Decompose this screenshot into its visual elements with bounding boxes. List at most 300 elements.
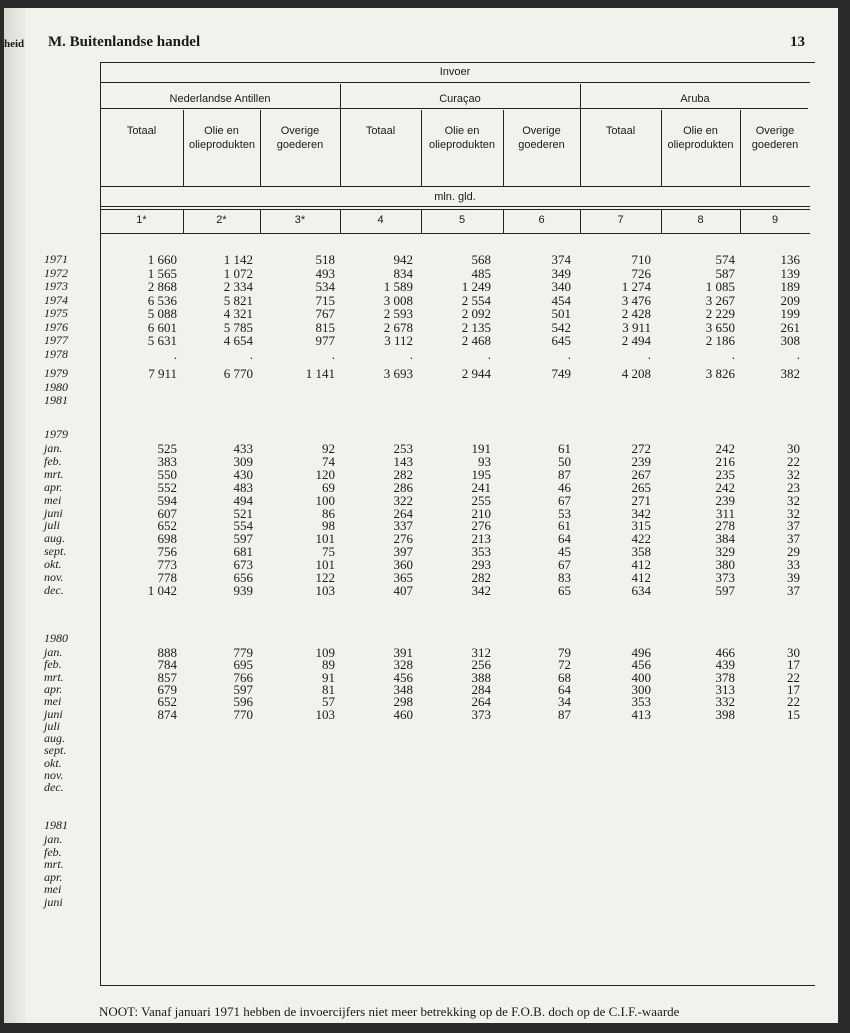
table-cell: 652 [157,518,177,534]
table-cell: 300 [631,681,651,697]
table-cell: 373 [715,570,735,585]
footnote: NOOT: Vanaf januari 1971 hebben de invoercijfers niet meer betrekking op de F.O.B. doch op de C.I.F.-waarde [99,1004,680,1019]
row-label: mrt. [44,669,64,684]
table-cell: 634 [631,582,651,598]
table-cell: 271 [631,492,651,508]
row-label: jan. [44,441,63,455]
table-cell: 391 [393,645,413,660]
table-cell: . [409,346,413,362]
row-label: okt. [44,557,62,572]
table-cell: 313 [715,681,735,697]
table-cell: 353 [471,544,491,560]
table-cell: 1 274 [621,279,651,294]
table-cell: 65 [558,582,571,598]
row-label: juli [44,518,61,533]
column-divider [421,110,422,186]
table-cell: 191 [471,441,491,456]
colnum-rule-bottom [100,233,810,234]
table-cell: 6 770 [223,366,253,381]
row-label: 1972 [44,265,68,280]
table-cell: 4 208 [621,366,651,381]
row-label: dec. [44,780,64,795]
table-cell: 749 [551,366,571,381]
row-label: sept. [44,743,67,758]
table-cell: 93 [478,453,491,469]
row-label: 1973 [44,279,68,293]
table-cell: 75 [322,544,335,560]
table-cell: 239 [631,453,651,469]
table-cell: 253 [393,441,413,456]
table-cell: 311 [715,505,735,521]
column-divider [260,110,261,186]
table-cell: 521 [233,505,253,521]
column-number: 1* [136,214,147,226]
row-label: aug. [44,731,65,746]
book-spine [4,8,26,1023]
table-cell: 210 [471,505,491,521]
table-cell: 22 [787,694,800,710]
table-cell: 353 [631,694,651,710]
column-header: Totaal [126,125,157,137]
table-cell: 1 072 [223,265,253,281]
table-cell: 37 [787,531,800,547]
table-cell: 1 565 [147,265,177,281]
table-cell: 726 [631,265,651,281]
table-cell: 773 [157,557,177,573]
table-cell: 715 [315,292,335,308]
row-label: juni [44,895,63,909]
column-header: Overige goederen [518,125,565,151]
row-label: feb. [44,844,62,859]
row-label: 1975 [44,306,68,320]
table-cell: 242 [715,441,735,456]
column-header: Olie en olieprodukten [189,125,256,151]
page-number: 13 [790,34,805,50]
column-divider [580,110,581,186]
table-cell: 329 [715,544,735,560]
table-cell: 256 [471,657,491,673]
table-cell: 3 476 [621,292,651,308]
colnum-divider [740,209,741,233]
table-cell: . [731,346,735,362]
table-cell: 239 [715,492,735,508]
table-cell: 466 [715,645,735,660]
table-cell: 64 [558,531,571,547]
row-label: apr. [44,681,63,696]
table-cell: 3 267 [705,292,735,308]
table-cell: . [567,346,571,362]
row-label: 1971 [44,252,68,266]
table-cell: 1 141 [305,366,335,381]
table-cell: 46 [558,479,571,495]
table-cell: 2 468 [461,333,491,348]
table-cell: 942 [393,252,413,267]
table-cell: 430 [233,466,253,482]
table-cell: 264 [393,505,413,521]
row-label: feb. [44,453,62,468]
table-cell: 365 [393,570,413,585]
colnum-divider [421,209,422,233]
row-label: 1978 [44,346,68,361]
table-cell: 652 [157,694,177,710]
table-cell: 264 [471,694,491,710]
table-cell: 6 536 [147,292,177,308]
table-cell: 422 [631,531,651,547]
table-cell: 1 249 [461,279,491,294]
table-cell: 542 [551,319,571,335]
table-cell: 485 [471,265,491,281]
table-cell: 189 [780,279,800,294]
colnum-divider [503,209,504,233]
table-cell: 383 [157,453,177,469]
table-cell: 494 [233,492,253,508]
table-cell: 195 [471,466,491,482]
row-label: 1974 [44,292,68,307]
row-label: feb. [44,657,62,672]
table-cell: 139 [780,265,800,281]
column-number: 2* [216,214,227,226]
row-label: 1980 [44,379,68,394]
table-cell: 1 142 [223,252,253,267]
table-cell: 67 [558,492,571,508]
section-title: M. Buitenlandse handel [48,34,201,50]
table-cell: 30 [787,645,800,660]
table-cell: 267 [631,466,651,482]
table-cell: 213 [471,531,491,547]
row-label: 1981 [44,393,68,407]
table-cell: 673 [233,557,253,573]
table-cell: 6 601 [147,319,177,335]
table-cell: 501 [551,306,571,321]
colnum-divider [340,209,341,233]
table-cell: 61 [558,441,571,456]
table-cell: . [796,346,800,362]
table-cell: 91 [322,669,335,685]
row-label: mrt. [44,857,64,872]
table-cell: 69 [322,479,335,495]
table-cell: 100 [315,492,335,508]
row-label: dec. [44,582,64,597]
table-cell: 81 [322,681,335,697]
table-cell: 607 [157,505,177,521]
row-label: nov. [44,768,64,782]
table-cell: 3 911 [622,319,651,335]
table-cell: 493 [315,265,335,281]
table-cell: 37 [787,518,800,534]
table-cell: 255 [471,492,491,508]
table-cell: 342 [471,582,491,598]
table-cell: 456 [393,669,413,685]
table-cell: 2 944 [461,366,491,381]
column-header: Olie en olieprodukten [428,125,496,151]
table-cell: 534 [315,279,335,294]
row-label: 1979 [44,366,68,380]
table-cell: 136 [780,252,800,267]
table-cell: 1 042 [147,582,177,598]
table-cell: 454 [551,292,571,308]
table-cell: 766 [233,669,253,685]
table-cell: 322 [393,492,413,508]
table-cell: 282 [471,570,491,585]
row-label: okt. [44,755,62,770]
table-cell: 241 [471,479,491,495]
group-header: Nederlandse Antillen [169,93,271,105]
column-header: Totaal [365,125,396,137]
table-cell: 5 631 [147,333,177,348]
table-cell: 518 [315,252,335,267]
group-rule [100,108,808,109]
table-cell: 1 085 [705,279,735,294]
column-number: 8 [697,214,704,226]
header-rule [100,186,810,187]
table-cell: 29 [787,544,800,560]
table-cell: 17 [787,657,800,673]
table-cell: 397 [393,544,413,560]
table-cell: 439 [715,657,735,673]
table-cell: 679 [157,681,177,697]
column-number: 5 [458,214,466,226]
table-cell: 2 186 [705,333,735,348]
row-label: mrt. [44,466,64,481]
table-cell: 103 [315,706,335,722]
table-cell: . [249,346,253,362]
table-cell: 412 [631,557,651,573]
table-cell: 413 [631,706,651,722]
table-cell: 525 [157,441,177,456]
table-cell: 373 [471,706,491,722]
year-label: 1981 [44,818,68,832]
row-label: mei [44,694,62,709]
column-header: Olie en olieprodukten [667,125,734,151]
table-cell: 83 [558,570,571,585]
row-label: mei [44,492,62,507]
colnum-divider [183,209,184,233]
table-cell: 834 [393,265,413,281]
table-cell: 315 [631,518,651,534]
table-cell: 2 334 [223,279,253,294]
table-cell: 1 589 [383,279,413,294]
table-cell: 597 [233,681,253,697]
table-cell: 235 [715,466,735,482]
table-cell: 5 088 [147,306,177,321]
table-cell: 7 911 [148,366,177,381]
row-label: juni [44,505,63,520]
table-cell: 778 [157,570,177,585]
colnum-divider [580,209,581,233]
table-cell: 400 [631,669,651,685]
table-cell: 282 [393,466,413,482]
table-cell: 483 [233,479,253,495]
row-label: mei [44,882,62,897]
row-label: 1976 [44,319,68,334]
table-cell: 32 [787,492,800,508]
colnum-rule-top [100,209,810,210]
year-label: 1979 [44,427,68,441]
super-header-rule [100,82,810,83]
table-cell: 284 [471,681,491,697]
table-cell: 574 [715,252,735,267]
table-cell: 2 593 [383,306,413,321]
table-cell: 122 [315,570,335,585]
table-cell: 312 [471,645,491,660]
table-cell: 98 [322,518,335,534]
column-divider [740,110,741,186]
table-cell: 61 [558,518,571,534]
table-cell: 86 [322,505,335,521]
table-cell: 23 [787,479,800,495]
table-cell: 815 [315,319,335,335]
table-cell: 209 [780,292,800,308]
table-cell: 2 494 [621,333,651,348]
row-label: 1977 [44,333,68,347]
column-number: 6 [538,214,545,226]
table-cell: 2 678 [383,319,413,335]
table-cell: 57 [322,694,335,710]
table-cell: 857 [157,669,177,685]
table-cell: 293 [471,557,491,573]
table-cell: 433 [233,441,253,456]
table-cell: 120 [315,466,335,482]
table-cell: 698 [157,531,177,547]
row-label: apr. [44,479,63,494]
table-cell: 298 [393,694,413,710]
table-cell: 328 [393,657,413,673]
table-cell: 1 660 [147,252,177,267]
table-cell: 348 [393,681,413,697]
table-cell: 2 092 [461,306,491,321]
table-cell: 72 [558,657,571,673]
table-cell: 30 [787,441,800,456]
table-cell: 594 [157,492,177,508]
table-cell: 15 [787,706,800,722]
column-divider [661,110,662,186]
row-label: sept. [44,544,67,559]
column-divider [183,110,184,186]
table-cell: 888 [157,645,177,660]
row-label: jan. [44,832,63,846]
table-cell: 2 229 [705,306,735,321]
table-cell: 681 [233,544,253,560]
table-cell: 358 [631,544,651,560]
table-cell: 3 826 [705,366,735,381]
table-cell: 2 428 [621,306,651,321]
table-cell: 939 [233,582,253,598]
table-cell: 3 693 [383,366,413,381]
table-cell: 68 [558,669,571,685]
table-cell: 32 [787,466,800,482]
table-cell: 34 [558,694,571,710]
table-cell: 552 [157,479,177,495]
table-cell: 272 [631,441,651,456]
column-header: Overige goederen [276,125,324,151]
table-cell: . [173,346,177,362]
table-cell: 261 [780,319,800,335]
row-label: juli [44,718,61,733]
table-cell: 695 [233,657,253,673]
column-divider [503,110,504,186]
table-cell: 22 [787,669,800,685]
table-cell: 37 [787,582,800,598]
table-cell: 5 821 [223,292,253,308]
spine-label: heid [4,38,25,50]
table-cell: 332 [715,694,735,710]
super-header: Invoer [439,66,471,78]
table-cell: 407 [393,582,413,598]
table-cell: 784 [157,657,177,673]
table-cell: 79 [558,645,571,660]
colnum-divider [661,209,662,233]
table-cell: 3 650 [705,319,735,335]
unit-label: mln. gld. [434,191,476,203]
table-cell: 710 [631,252,651,267]
table-cell: 22 [787,453,800,469]
row-label: juni [44,706,63,721]
table-cell: 109 [315,645,335,660]
table-cell: 53 [558,505,571,521]
table-cell: 5 785 [223,319,253,335]
table-cell: . [647,346,651,362]
table-cell: 360 [393,557,413,573]
table-cell: 596 [233,694,253,710]
table-cell: 276 [471,518,491,534]
table-cell: 550 [157,466,177,482]
table-cell: 265 [631,479,651,495]
group-header: Aruba [680,93,710,105]
table-cell: 278 [715,518,735,534]
table-cell: 337 [393,518,413,534]
unit-rule [100,206,810,207]
table-cell: 456 [631,657,651,673]
table-cell: 74 [322,453,335,469]
table-cell: 380 [715,557,735,573]
column-divider [340,110,341,186]
table-cell: 977 [315,333,335,348]
table-cell: 382 [780,366,800,381]
table-cell: 496 [631,645,651,660]
column-number: 7 [617,214,624,226]
table-cell: 39 [787,570,800,585]
table-cell: 101 [315,531,335,547]
table-cell: . [487,346,491,362]
table-cell: 103 [315,582,335,598]
table-cell: 33 [787,557,800,573]
column-number: 3* [294,214,306,226]
table-cell: 597 [233,531,253,547]
table-cell: 87 [558,706,571,722]
table-cell: 340 [551,279,571,294]
row-label: jan. [44,645,63,659]
table-cell: 67 [558,557,571,573]
table-cell: 3 112 [384,333,413,348]
table-cell: 2 868 [147,279,177,294]
table-cell: 3 008 [383,292,413,308]
colnum-divider [260,209,261,233]
table-cell: 554 [233,518,253,534]
group-header: Curaçao [439,93,481,105]
table-cell: 597 [715,582,735,598]
table-cell: 276 [393,531,413,547]
column-number: 4 [377,214,384,226]
table-cell: 412 [631,570,651,585]
row-label: aug. [44,531,65,546]
table-cell: 4 654 [223,333,253,348]
table-cell: 388 [471,669,491,685]
table-cell: 45 [558,544,571,560]
column-number: 9 [771,214,779,226]
column-header: Totaal [605,125,636,137]
table-cell: . [331,346,335,362]
table-cell: 87 [558,466,571,482]
